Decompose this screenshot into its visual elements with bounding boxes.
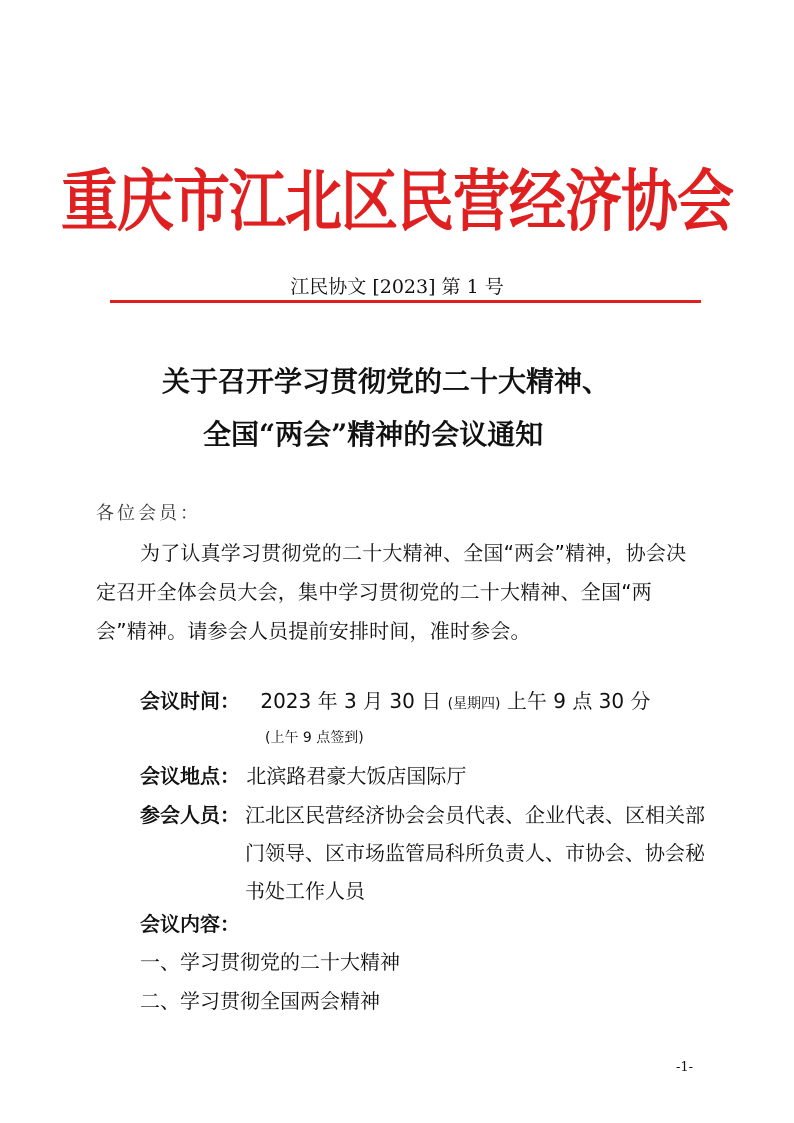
title-line-1: 关于召开学习贯彻党的二十大精神、 xyxy=(162,365,611,398)
meeting-place-value: 北滨路君豪大饭店国际厅 xyxy=(246,764,467,788)
attendees-label: 参会人员： xyxy=(140,803,240,827)
org-masthead: 重庆市江北区民营经济协会 xyxy=(61,162,733,242)
meeting-time-label: 会议时间： xyxy=(140,689,240,713)
meeting-place-label: 会议地点： xyxy=(140,764,240,788)
meeting-content-label: 会议内容： xyxy=(140,912,240,936)
document-number: 江民协文 [2023] 第 1 号 xyxy=(290,276,504,298)
salutation: 各位会员： xyxy=(96,503,201,524)
meeting-place-row xyxy=(140,760,466,789)
title-line-2: 全国“两会”精神的会议通知 xyxy=(203,418,544,451)
attendees-value: 江北区民营经济协会会员代表、企业代表、区相关部门领导、区市场监管局科所负责人、市协会、协会秘书处工作人员 xyxy=(245,803,705,903)
red-divider-line xyxy=(110,300,701,303)
meeting-content-row xyxy=(140,908,240,937)
meeting-time-row xyxy=(140,685,650,714)
checkin-time: (上午 9 点签到) xyxy=(265,730,364,746)
meeting-clock: 上午 9 点 30 分 xyxy=(506,689,651,713)
page-number: -1- xyxy=(676,1060,694,1075)
content-item: 一、学习贯彻党的二十大精神 xyxy=(140,950,400,974)
meeting-weekday: (星期四) xyxy=(447,696,501,712)
meeting-date: 2023 年 3 月 30 日 xyxy=(260,689,442,713)
content-item: 二、学习贯彻全国两会精神 xyxy=(140,989,380,1013)
body-paragraph: 为了认真学习贯彻党的二十大精神、全国“两会”精神，协会决定召开全体会员大会，集中学习贯彻党的二十大精神、全国“两会”精神。请参会人员提前安排时间，准时参会。 xyxy=(96,541,687,643)
